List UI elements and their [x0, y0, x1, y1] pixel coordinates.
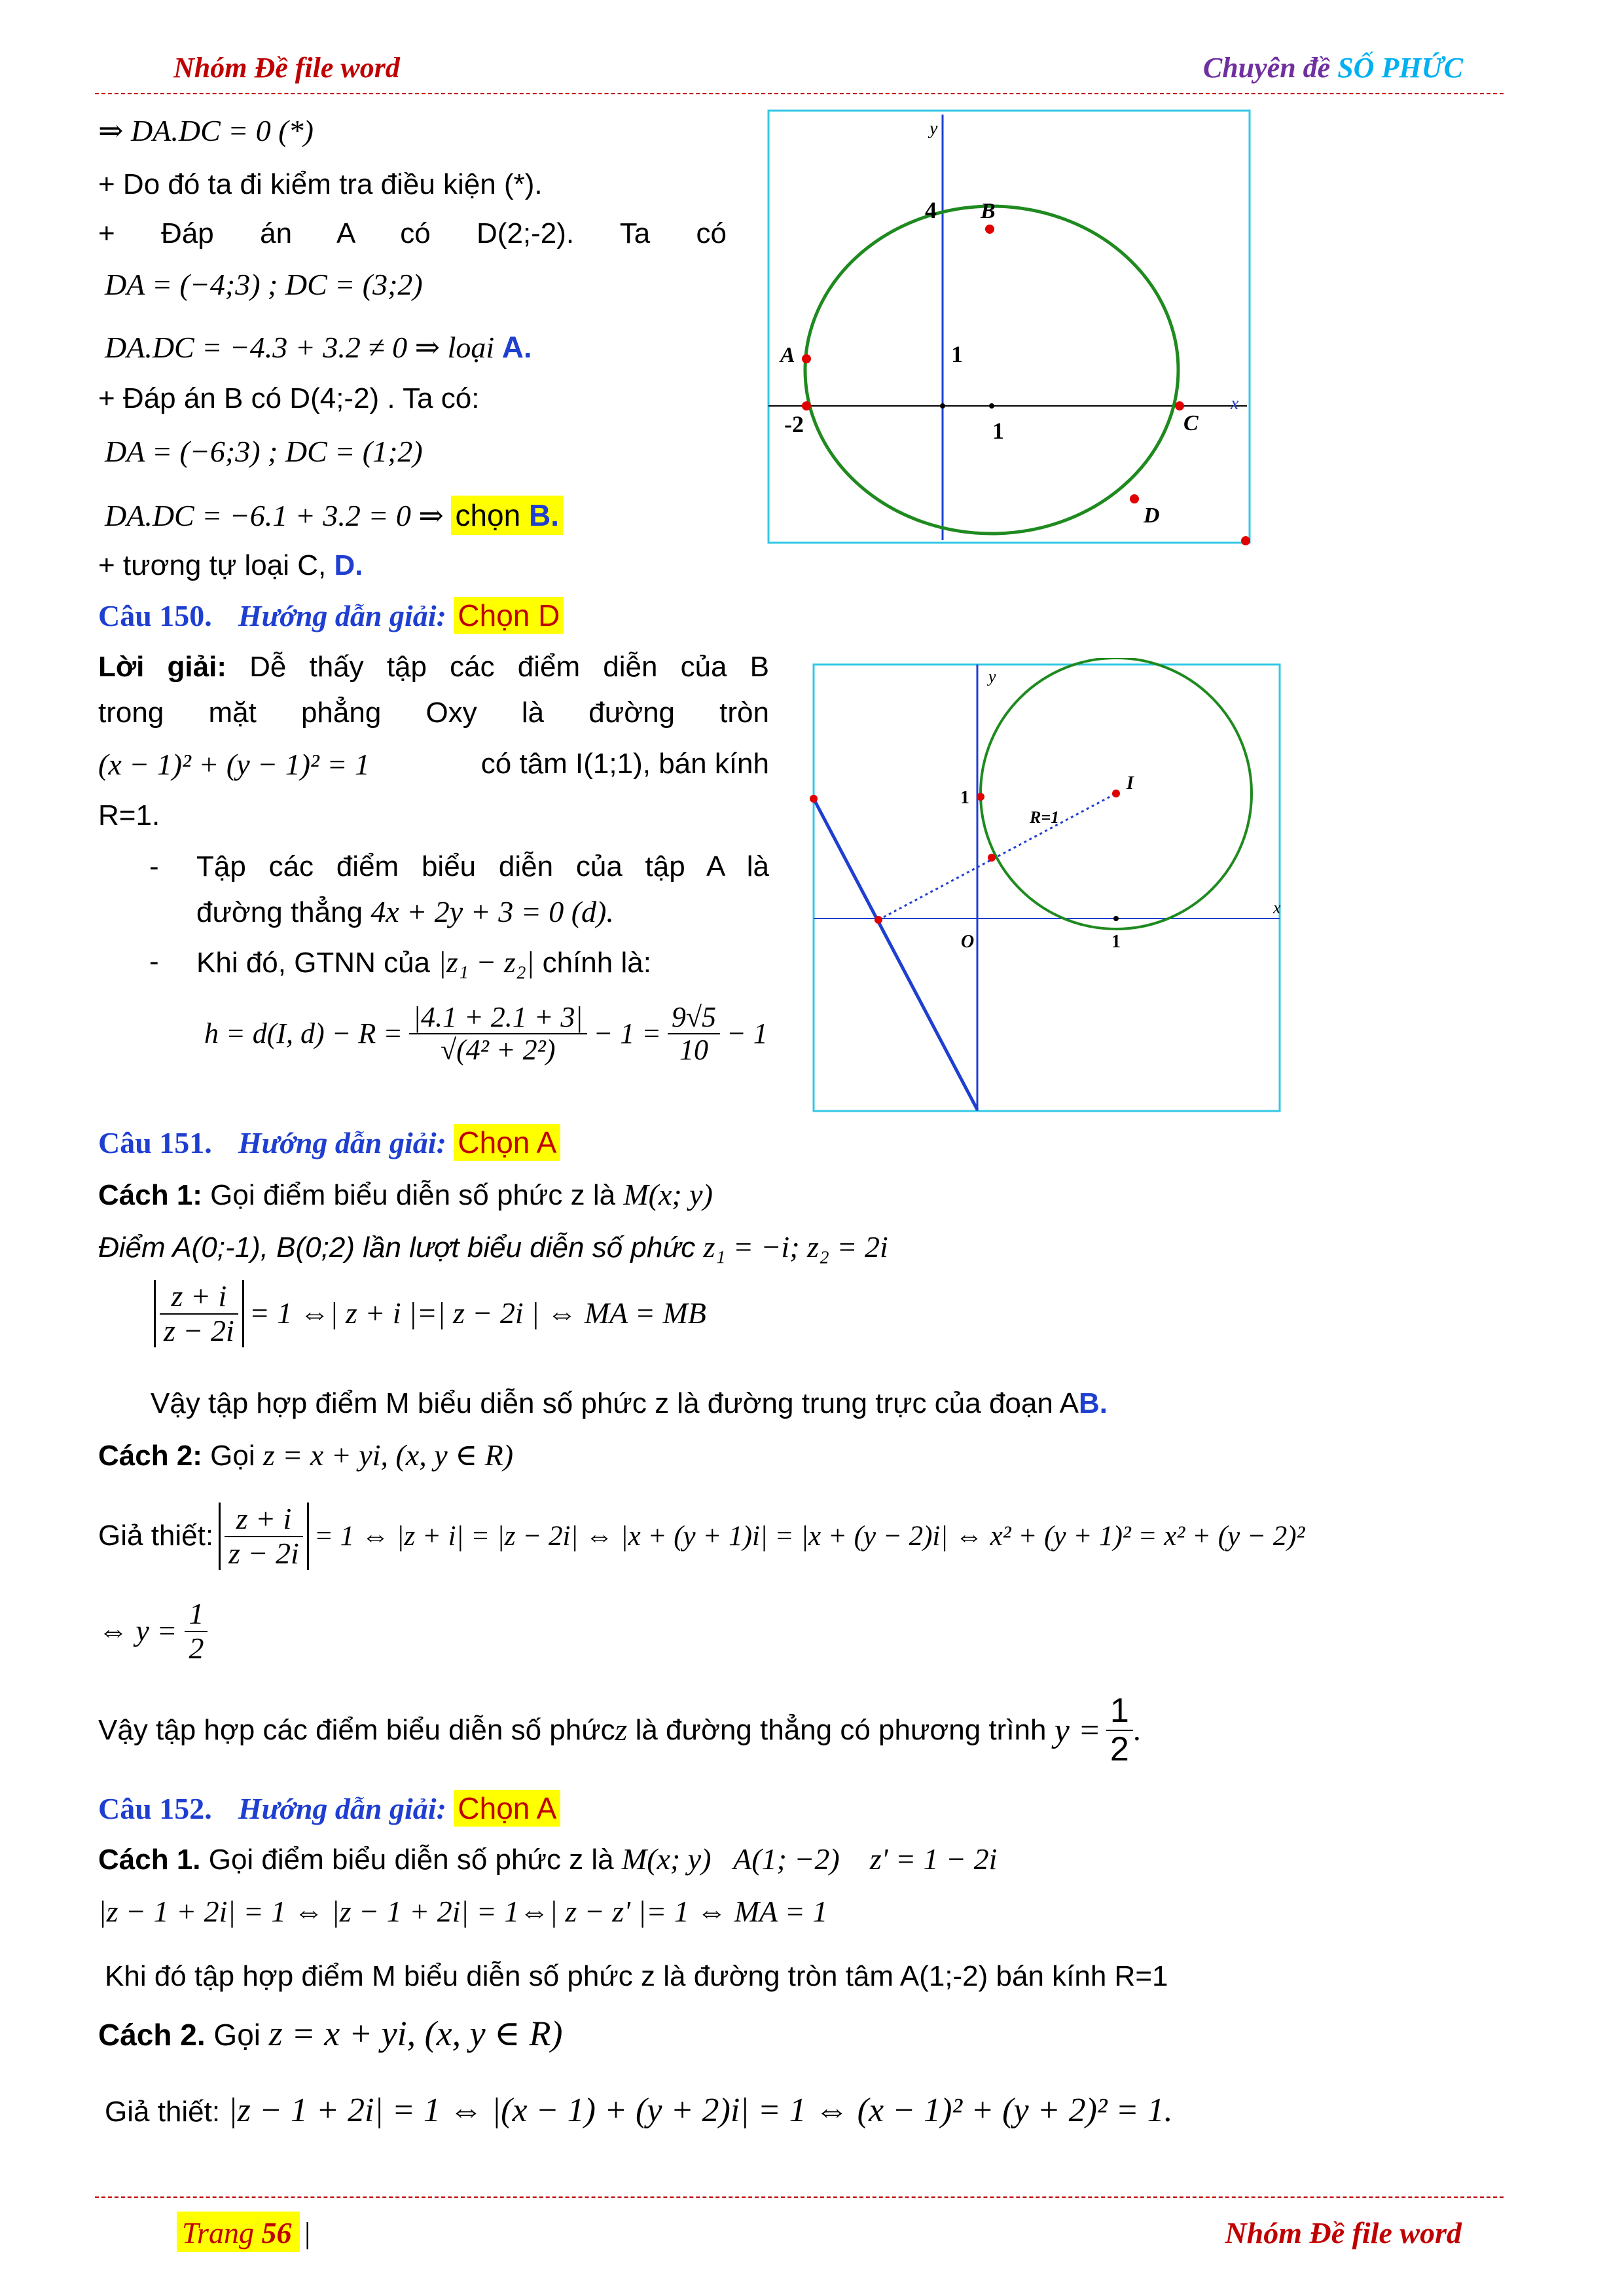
figure-1-label-1y: 1: [951, 341, 963, 367]
q151-eq1-abs: [154, 1280, 244, 1347]
figure-1-frame: [768, 111, 1250, 543]
b1-line8-accent: D.: [334, 549, 363, 581]
figure-1-corner-point: [1241, 536, 1250, 545]
q150-heading: [98, 599, 564, 633]
q150-line1-bold: Lời giải:: [98, 651, 226, 683]
footer-rule: [95, 2196, 1504, 2198]
q150-bullet1b: [196, 896, 614, 929]
q151-c1b-math: z₁ = −i; z₂ = 2i: [703, 1230, 888, 1264]
q151-gt: [98, 1503, 1305, 1570]
q150-h-mid: − 1 =: [593, 1017, 661, 1050]
figure-2-label-1y: 1: [960, 788, 969, 808]
q150-line3-math: (x − 1)² + (y − 1)² = 1: [98, 748, 370, 781]
q151-number: Câu 151.: [98, 1126, 212, 1159]
figure-1-point-B: [985, 225, 994, 234]
q151-c1-math: M(x; y): [623, 1178, 713, 1211]
q150-line3-text: có tâm I(1;1), bán kính: [480, 748, 769, 780]
q150-bullet2: [196, 946, 651, 979]
figure-2-label-O: O: [961, 932, 975, 952]
figure-1-point-m2: [802, 401, 811, 410]
figure-2-nearest-point: [988, 854, 996, 862]
figure-2-label-I: I: [1127, 773, 1134, 793]
q150-bullet2-end: chính là:: [534, 947, 651, 979]
q151-gt-frac: [225, 1503, 303, 1570]
q150-h-den2: 10: [679, 1034, 708, 1066]
q151-c1b-text: Điểm A(0;-1), B(0;2) lần lượt biểu diễn số phức: [98, 1231, 704, 1264]
figure-1-point-D: [1130, 494, 1139, 503]
q150-h-den: √(4² + 2²): [440, 1034, 556, 1066]
header-right-accent: SỐ PHỨC: [1337, 52, 1463, 84]
q151-y-den: 2: [189, 1631, 204, 1665]
q151-gt-rest: = 1 ⇔ |z + i| = |z − 2i| ⇔ |x + (y + 1)i| = |x + (y − 2)i| ⇔ x² + (y + 1)² = x² + (y − 2)²: [314, 1520, 1305, 1552]
b1-line7-text: DA.DC = −6.1 + 3.2 = 0 ⇒: [105, 499, 452, 532]
figure-1-y-label: y: [929, 118, 938, 139]
figure-1-label-D: D: [1144, 503, 1160, 528]
q151-eq1: [154, 1280, 706, 1347]
q151-y-eq: [98, 1597, 208, 1665]
q151-guide: Hướng dẫn giải:: [238, 1126, 446, 1159]
figure-1-point-C: [1175, 401, 1184, 410]
q150-bullet1b-math: 4x + 2y + 3 = 0 (d).: [370, 895, 614, 928]
q150-h-num: |4.1 + 2.1 + 3|: [409, 1002, 587, 1034]
figure-1-label-1x: 1: [992, 418, 1004, 444]
q151-eq1-den: z − 2i: [164, 1313, 234, 1347]
q150-bullet2-dash: -: [149, 945, 159, 977]
q152-c1-bold: Cách 1.: [98, 1844, 201, 1876]
q151-pick: Chọn A: [454, 1124, 560, 1161]
b1-line5: + Đáp án B có D(4;-2) . Ta có:: [98, 382, 480, 414]
figure-1-circle: [766, 108, 1263, 550]
q150-h-end: − 1: [727, 1017, 768, 1050]
figure-1-label-B: B: [981, 199, 996, 223]
b1-line3a: + Đáp án A có D(2;-2). Ta có: [98, 217, 727, 249]
q150-h-formula: [204, 1002, 768, 1066]
q150-bullet2-math: |z₁ − z₂|: [438, 945, 535, 979]
q150-bullet1-dash: -: [149, 850, 159, 883]
q151-y-num: 1: [185, 1597, 208, 1632]
figure-2-x-label: x: [1273, 898, 1281, 917]
figure-1-label-A: A: [780, 343, 795, 367]
footer-left: [182, 2215, 310, 2250]
figure-1-center: [989, 403, 994, 409]
figure-2-center-I: [1112, 790, 1120, 797]
q150-number: Câu 150.: [98, 599, 212, 632]
figure-2-label-R: R=1: [1030, 808, 1060, 827]
q150-line1: [98, 651, 769, 683]
q150-h-frac2: [668, 1002, 720, 1066]
q150-pick: Chọn D: [454, 597, 564, 634]
q150-h-num2: 9√5: [668, 1002, 720, 1034]
q150-bullet2-text: Khi đó, GTNN của: [196, 947, 439, 979]
q152-c2-bold: Cách 2.: [98, 2018, 206, 2052]
q151-y-frac: [185, 1597, 208, 1665]
b1-line2: + Do đó ta đi kiểm tra điều kiện (*).: [98, 168, 543, 200]
q151-heading: [98, 1126, 560, 1160]
footer-right: Nhóm Đề file word: [1225, 2216, 1462, 2250]
header-rule: [95, 93, 1504, 94]
q150-h-frac1: [409, 1002, 587, 1066]
q152-heading: [98, 1792, 560, 1826]
header-right: [1203, 51, 1463, 84]
figure-2-line-circle: [808, 658, 1286, 1116]
q151-final-num: 1: [1106, 1692, 1133, 1731]
q151-final-text: Vậy tập hợp các điểm biểu diễn số phức: [98, 1713, 615, 1746]
figure-1-label-m2: -2: [784, 411, 804, 437]
b1-line4-accent: A.: [501, 330, 532, 364]
q150-bullet1a: Tập các điểm biểu diễn của tập A là: [196, 850, 769, 883]
b1-line4-text: DA.DC = −4.3 + 3.2 ≠ 0 ⇒ loại: [105, 331, 502, 364]
q151-c2-bold: Cách 2:: [98, 1440, 202, 1472]
q151-c1b: [98, 1231, 888, 1264]
q151-eq1-num: z + i: [160, 1280, 238, 1315]
q151-c1-bold: Cách 1:: [98, 1179, 202, 1211]
q151-gt-num: z + i: [225, 1503, 303, 1537]
figure-2-point-y1: [977, 793, 984, 801]
q151-conclusion: [151, 1388, 1108, 1419]
q152-conclusion: Khi đó tập hợp điểm M biểu diễn số phức z là đường tròn tâm A(1;-2) bán kính R=1: [105, 1960, 1168, 1992]
q151-gt-label: Giả thiết:: [98, 1520, 214, 1552]
b1-line7-highlight: [451, 496, 563, 535]
q151-final-frac: [1106, 1692, 1133, 1768]
figure-1-label-4: 4: [925, 197, 937, 223]
q152-eq1: |z − 1 + 2i| = 1 ⇔ |z − 1 + 2i| = 1⇔| z − z' |= 1 ⇔ MA = 1: [98, 1895, 828, 1928]
q152-gt-math: |z − 1 + 2i| = 1 ⇔ |(x − 1) + (y + 2)i| = 1 ⇔ (x − 1)² + (y + 2)² = 1.: [228, 2092, 1173, 2129]
q151-eq1-frac: [160, 1280, 238, 1347]
b1-line6: DA = (−6;3) ; DC = (1;2): [105, 435, 423, 468]
q150-line4: R=1.: [98, 799, 160, 831]
figure-2-frame: [814, 665, 1280, 1111]
q151-eq1-rest: = 1 ⇔| z + i |=| z − 2i | ⇔ MA = MB: [249, 1296, 706, 1330]
figure-1-origin: [940, 403, 945, 409]
q150-line1-text: Dễ thấy tập các điểm diễn của B: [226, 651, 769, 683]
header-right-prefix: Chuyên đề: [1202, 52, 1338, 84]
q151-c2-math: z = x + yi, (x, y ∈ R): [262, 1438, 514, 1472]
figure-1-point-A: [802, 354, 811, 363]
q151-c1-text: Gọi điểm biểu diễn số phức z là: [202, 1179, 624, 1211]
q151-gt-den: z − 2i: [228, 1536, 299, 1570]
b1-line8-text: + tương tự loại C,: [98, 549, 334, 581]
q152-c1-text: Gọi điểm biểu diễn số phức z là: [200, 1844, 622, 1876]
b1-line7-hl-text: chọn: [455, 498, 529, 532]
q152-number: Câu 152.: [98, 1792, 212, 1825]
q150-guide: Hướng dẫn giải:: [238, 599, 446, 632]
q152-c2: [98, 2014, 563, 2053]
q151-c1: [98, 1178, 713, 1212]
b1-line4: [105, 331, 532, 365]
b1-line8: [98, 550, 363, 581]
q151-c2: [98, 1439, 513, 1472]
q151-final-text2: là đường thẳng có phương trình: [627, 1713, 1055, 1746]
figure-2-foot-point: [875, 916, 882, 924]
q150-bullet1b-text: đường thẳng: [196, 896, 371, 928]
figure-1-circle-path: [805, 206, 1178, 534]
header-left: Nhóm Đề file word: [173, 52, 400, 84]
q151-final-z: z: [615, 1712, 628, 1747]
footer-sep: |: [304, 2216, 311, 2250]
q151-gt-abs: [219, 1503, 309, 1570]
q152-c1-math: M(x; y) A(1; −2) z' = 1 − 2i: [621, 1842, 998, 1876]
q151-conclusion-text: Vậy tập hợp điểm M biểu diễn số phức z là đường trung trực của đoạn A: [151, 1387, 1079, 1419]
figure-2-line-d: [814, 799, 977, 1110]
q151-c2-text: Gọi: [202, 1440, 263, 1472]
figure-2-y-label: y: [988, 667, 996, 686]
q152-pick: Chọn A: [454, 1790, 560, 1827]
q151-final: [98, 1692, 1141, 1768]
figure-1-x-label: x: [1231, 393, 1239, 414]
footer-page-label: Trang: [182, 2216, 262, 2250]
figure-2-point-x1: [1113, 916, 1119, 921]
figure-2-label-1x: 1: [1111, 932, 1121, 952]
q151-y-eq-lhs: ⇔ y =: [98, 1614, 177, 1648]
q151-conclusion-accent: B.: [1078, 1387, 1108, 1419]
q152-guide: Hướng dẫn giải:: [238, 1792, 446, 1825]
q150-line2: trong mặt phẳng Oxy là đường tròn: [98, 697, 769, 729]
q152-c1: [98, 1843, 997, 1876]
q151-final-den: 2: [1110, 1730, 1129, 1769]
b1-line7: [105, 499, 563, 533]
q152-gt: [105, 2092, 1173, 2129]
q152-gt-label: Giả thiết:: [105, 2096, 228, 2128]
q151-final-dot: .: [1132, 1712, 1141, 1747]
figure-2-line-endpoint: [810, 795, 818, 803]
b1-line7-accent: B.: [528, 498, 559, 532]
q152-c2-math: z = x + yi, (x, y ∈ R): [268, 2014, 563, 2053]
q150-h-lhs: h = d(I, d) − R =: [204, 1017, 403, 1050]
figure-1-label-C: C: [1183, 411, 1199, 435]
footer-page-number: 56: [261, 2216, 292, 2250]
q152-c2-text: Gọi: [205, 2018, 269, 2052]
q150-line3: [98, 748, 769, 782]
b1-line1: ⇒ DA.DC = 0 (*): [98, 114, 314, 147]
q151-final-y: y =: [1054, 1711, 1101, 1749]
b1-line3b: DA = (−4;3) ; DC = (3;2): [105, 268, 423, 301]
